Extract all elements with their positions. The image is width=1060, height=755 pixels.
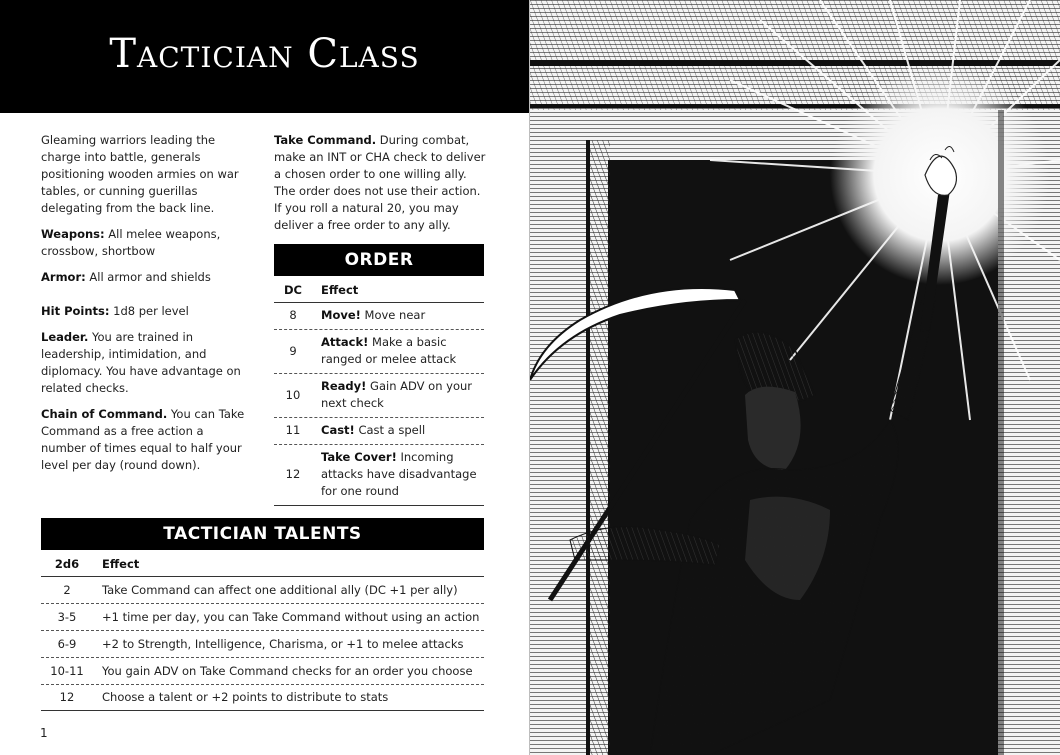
leader-label: Leader. <box>41 330 89 344</box>
leader-paragraph <box>41 329 249 397</box>
order-text: Make a basic ranged or melee attack <box>321 335 457 366</box>
page-title: Tactician Class <box>109 31 420 77</box>
intro-paragraph: Gleaming warriors leading the charge into battle, generals positioning wooden armies on war tables, or cunning guerillas delegating from the back line. <box>41 133 239 215</box>
talents-table-bottom-rule <box>41 710 484 711</box>
order-row-dc: 9 <box>289 344 297 358</box>
order-row-dc: 10 <box>285 388 301 402</box>
weapons-paragraph <box>41 226 249 260</box>
order-table-title: ORDER <box>274 244 484 276</box>
hit-points-text: 1d8 per level <box>109 304 189 318</box>
order-text: Cast a spell <box>354 423 426 437</box>
order-text: Move near <box>360 308 426 322</box>
chain-of-command-label: Chain of Command. <box>41 407 168 421</box>
talent-row-divider <box>41 630 484 631</box>
order-row-divider <box>274 373 484 374</box>
talents-header-roll: 2d6 <box>54 557 80 571</box>
order-header-effect: Effect <box>321 283 359 297</box>
talents-header-effect: Effect <box>102 557 140 571</box>
order-header-dc: DC <box>284 283 302 297</box>
talent-row-divider <box>41 603 484 604</box>
talent-row-roll: 2 <box>63 583 71 597</box>
armor-text: All armor and shields <box>85 270 211 284</box>
order-name: Cast! <box>321 423 355 437</box>
talent-row-effect: +2 to Strength, Intelligence, Charisma, or +1 to melee attacks <box>102 637 464 651</box>
take-command-label: Take Command. <box>274 133 377 147</box>
talent-row-roll: 12 <box>59 690 75 704</box>
illustration-page <box>530 0 1060 755</box>
take-command-paragraph <box>274 132 486 234</box>
weapons-text: All melee weapons, crossbow, shortbow <box>41 227 221 258</box>
order-text: Incoming attacks have disadvantage for one round <box>321 450 477 498</box>
left-page <box>0 0 529 755</box>
order-row-dc: 11 <box>285 423 301 437</box>
weapons-label: Weapons: <box>41 227 105 241</box>
order-text: Gain ADV on your next check <box>321 379 473 410</box>
order-name: Take Cover! <box>321 450 397 464</box>
chain-of-command-paragraph <box>41 406 249 474</box>
order-table-bottom-rule <box>274 505 484 506</box>
order-row-divider <box>274 444 484 445</box>
talent-row-roll: 10-11 <box>50 664 84 678</box>
title-banner <box>0 0 529 113</box>
order-row-dc: 8 <box>289 308 297 322</box>
chain-of-command-text: You can Take Command as a free action a number of times equal to half your level per day (round down). <box>41 407 245 472</box>
order-row-dc: 12 <box>285 467 301 481</box>
right-column <box>274 132 486 234</box>
talent-row-effect: Choose a talent or +2 points to distribute to stats <box>102 690 389 704</box>
warrior-with-torch-illustration <box>530 0 1060 755</box>
talent-row-effect: You gain ADV on Take Command checks for an order you choose <box>102 664 473 678</box>
armor-paragraph <box>41 269 249 286</box>
talent-row-roll: 3-5 <box>57 610 77 624</box>
order-row-effect <box>321 449 481 500</box>
order-row-effect <box>321 422 481 439</box>
page-number: 1 <box>40 726 48 740</box>
order-row-divider <box>274 417 484 418</box>
talents-header-rule <box>41 576 484 577</box>
armor-label: Armor: <box>41 270 86 284</box>
order-row-effect <box>321 307 481 324</box>
order-name: Ready! <box>321 379 367 393</box>
order-row-effect <box>321 334 481 368</box>
take-command-text: During combat, make an INT or CHA check to deliver a chosen order to one willing ally. The order does not use their action. If you roll a natural 20, you may deliver a free order to any ally. <box>274 133 486 232</box>
order-row-effect <box>321 378 481 412</box>
left-column <box>41 132 249 474</box>
talent-row-effect: Take Command can affect one additional ally (DC +1 per ally) <box>102 583 458 597</box>
order-name: Attack! <box>321 335 369 349</box>
hit-points-label: Hit Points: <box>41 304 110 318</box>
order-header-rule <box>274 302 484 303</box>
talents-table-title: TACTICIAN TALENTS <box>41 518 484 550</box>
talent-row-effect: +1 time per day, you can Take Command without using an action <box>102 610 480 624</box>
hit-points-paragraph <box>41 303 249 320</box>
order-name: Move! <box>321 308 361 322</box>
talent-row-roll: 6-9 <box>57 637 77 651</box>
talent-row-divider <box>41 684 484 685</box>
leader-text: You are trained in leadership, intimidation, and diplomacy. You have advantage on related checks. <box>41 330 241 395</box>
order-row-divider <box>274 329 484 330</box>
talent-row-divider <box>41 657 484 658</box>
